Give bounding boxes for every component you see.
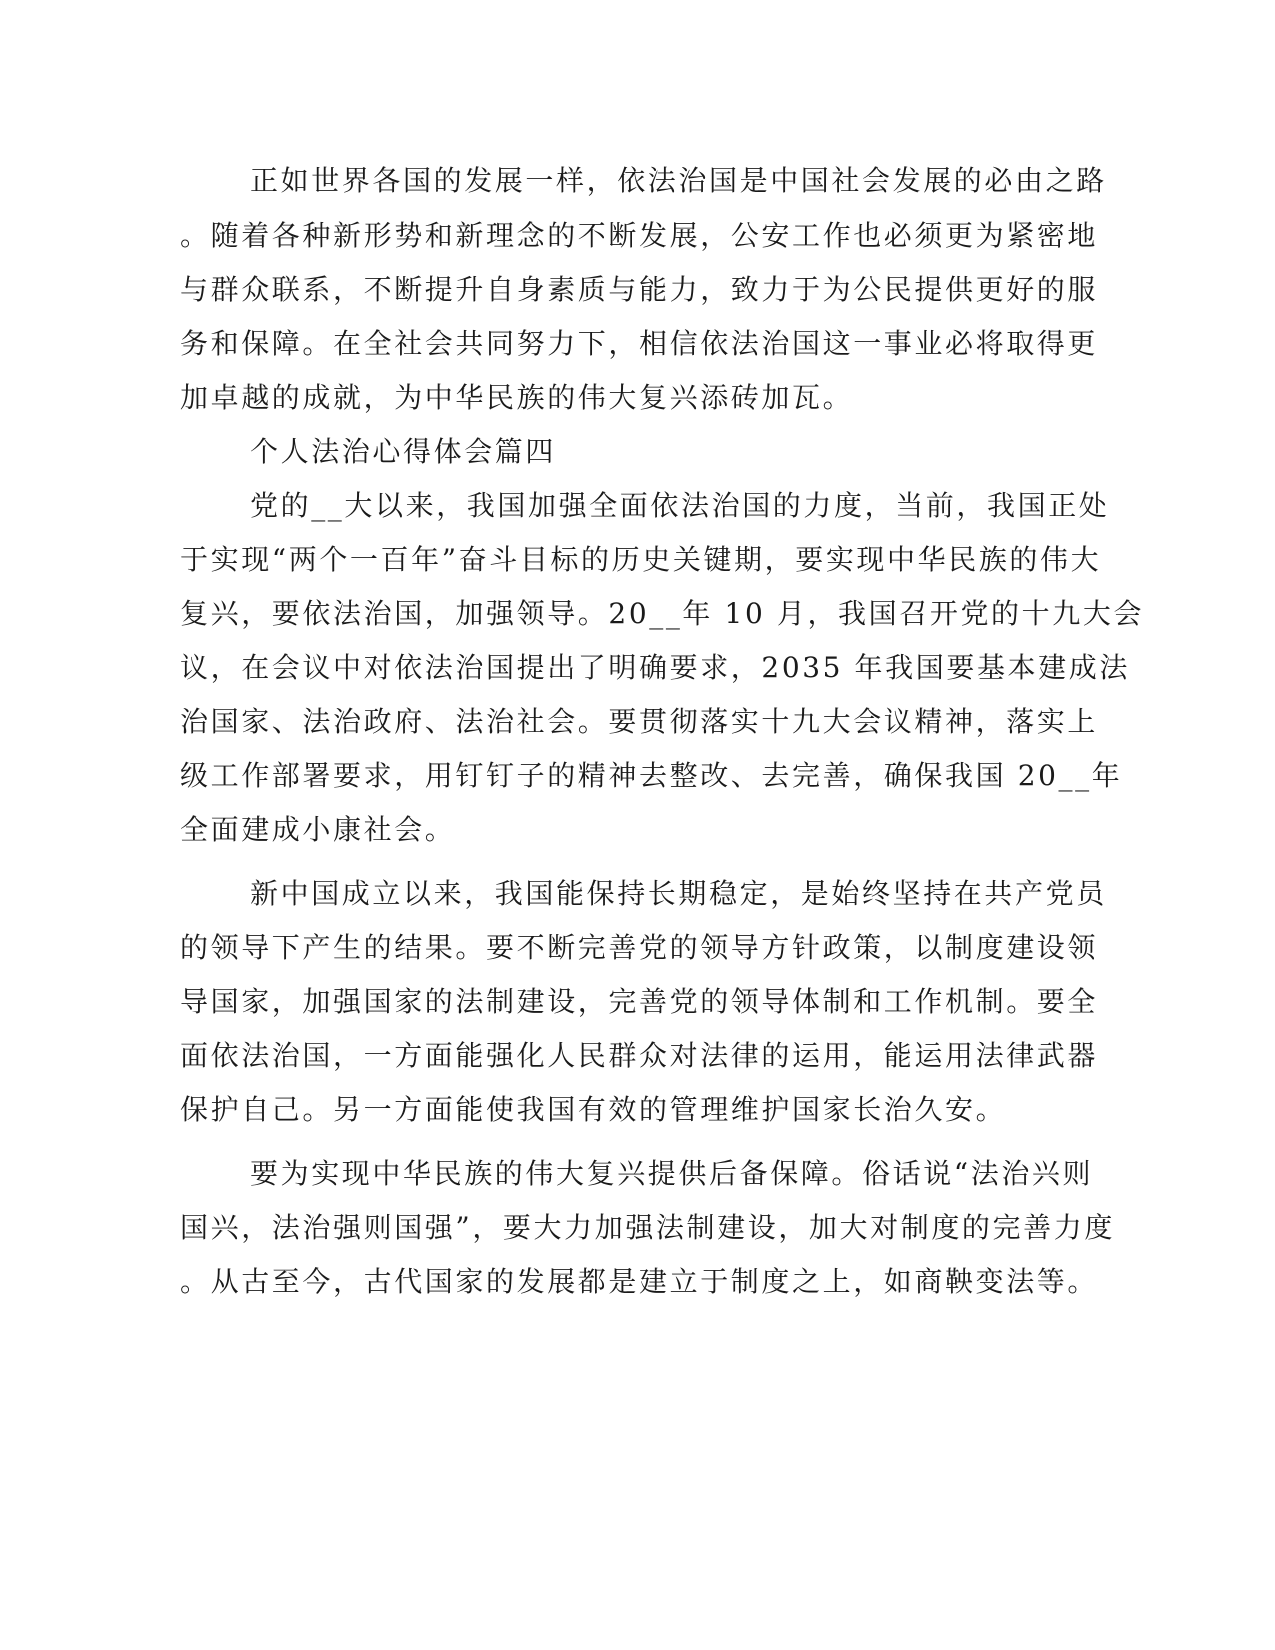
paragraph-line: 加卓越的成就，为中华民族的伟大复兴添砖加瓦。 [180,381,854,414]
paragraph-line: 的领导下产生的结果。要不断完善党的领导方针政策，以制度建设领 [180,931,1099,964]
paragraph-line: 导国家，加强国家的法制建设，完善党的领导体制和工作机制。要全 [180,985,1099,1018]
paragraph-line: 与群众联系，不断提升自身素质与能力，致力于为公民提供更好的服 [180,273,1099,306]
paragraph-line: 全面建成小康社会。 [180,813,456,846]
paragraph-line: 议，在会议中对依法治国提出了明确要求，2035 年我国要基本建成法 [180,651,1130,684]
paragraph-line: 保护自己。另一方面能使我国有效的管理维护国家长治久安。 [180,1093,1007,1126]
paragraph-line: 国兴，法治强则国强”，要大力加强法制建设，加大对制度的完善力度 [180,1211,1115,1244]
paragraph-line: 级工作部署要求，用钉钉子的精神去整改、去完善，确保我国 20__年 [180,759,1123,792]
section-heading: 个人法治心得体会篇四 [250,435,557,468]
paragraph-line: 。随着各种新形势和新理念的不断发展，公安工作也必须更为紧密地 [180,219,1099,252]
paragraph-line: 面依法治国，一方面能强化人民群众对法律的运用，能运用法律武器 [180,1039,1099,1072]
paragraph-line: 于实现“两个一百年”奋斗目标的历史关键期，要实现中华民族的伟大 [180,543,1102,576]
paragraph-line: 党的__大以来，我国加强全面依法治国的力度，当前，我国正处 [250,489,1110,522]
paragraph-line: 务和保障。在全社会共同努力下，相信依法治国这一事业必将取得更 [180,327,1099,360]
paragraph-line: 新中国成立以来，我国能保持长期稳定，是始终坚持在共产党员 [250,877,1107,910]
paragraph-line: 复兴，要依法治国，加强领导。20__年 10 月，我国召开党的十九大会 [180,597,1145,630]
paragraph-line: 正如世界各国的发展一样，依法治国是中国社会发展的必由之路 [250,164,1107,197]
paragraph-line: 。从古至今，古代国家的发展都是建立于制度之上，如商鞅变法等。 [180,1265,1099,1298]
paragraph-line: 要为实现中华民族的伟大复兴提供后备保障。俗话说“法治兴则 [250,1157,1094,1190]
paragraph-line: 治国家、法治政府、法治社会。要贯彻落实十九大会议精神，落实上 [180,705,1099,738]
